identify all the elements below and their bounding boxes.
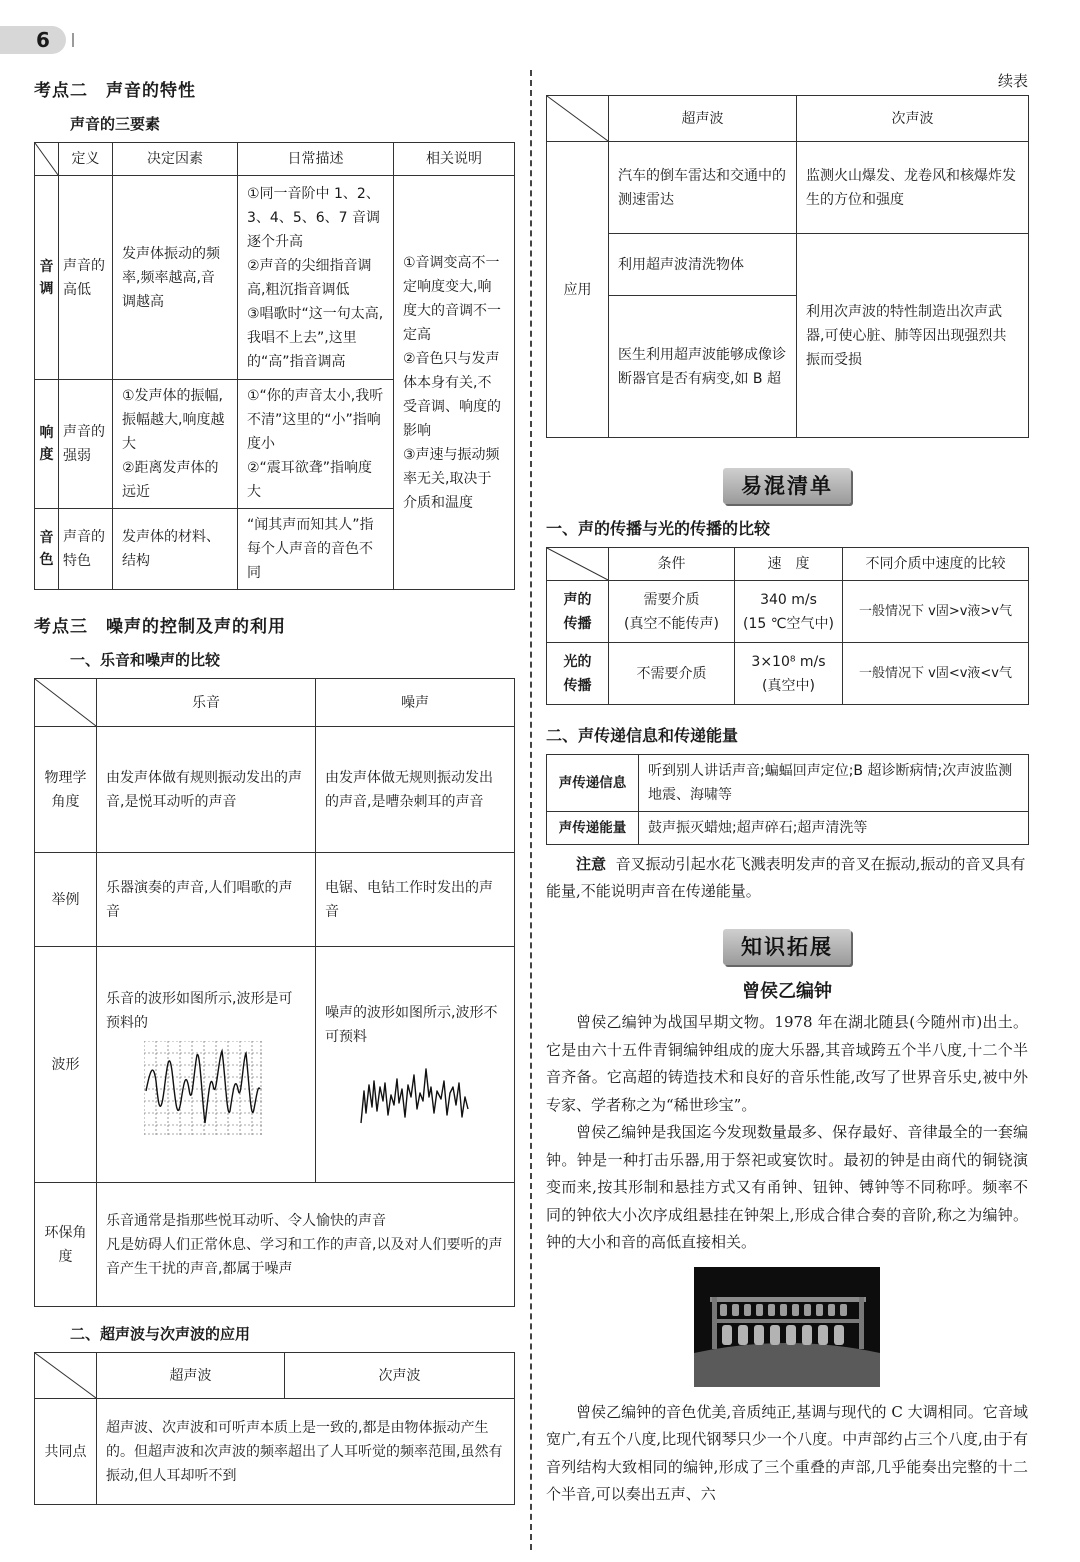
col-header-definition: 定义 <box>59 143 113 176</box>
cell-sound-compare: 一般情况下 v固>v液>v气 <box>843 581 1029 643</box>
article-paragraph-1: 曾侯乙编钟为战国早期文物。1978 年在湖北随县(今随州市)出土。它是由六十五件青铜编钟组成的庞大乐器,其音域跨五个半八度,十二个半音齐备。它高超的铸造技术和良好的音乐性能,改写了世界音乐史,被中外专家、学者称之为“稀世珍宝”。 <box>546 1013 1028 1114</box>
cell-timbre-factor: 发声体的材料、结构 <box>113 509 238 590</box>
col-header-infrasound: 次声波 <box>285 1353 515 1399</box>
topic2-subtitle: 声音的三要素 <box>70 115 161 133</box>
cell-notes: ①音调变高不一定响度变大,响度大的音调不一定高 ②音色只与发声体本身有关,不受音调、响度的影响 ③声速与振动频率无关,取决于介质和温度 <box>394 176 515 590</box>
article-paragraph-3: 曾侯乙编钟的音色优美,音质纯正,基调与现代的 C 大调相同。它音域宽广,有五个八度,比现代钢琴只少一个八度。中声部约占三个八度,由于有音列结构大致相同的编钟,形成了三个重叠的声部,几乎能奏出完整的十二个半音,可以奏出五声、六 <box>546 1402 1028 1503</box>
page-number: 6 <box>0 26 66 54</box>
row-head-transfer-energy: 声传递能量 <box>547 812 639 845</box>
cell-ultra-app-1: 汽车的倒车雷达和交通中的测速雷达 <box>609 142 797 234</box>
cell-transfer-info: 听到别人讲话声音;蝙蝠回声定位;B 超诊断病情;次声波监测地震、海啸等 <box>639 755 1029 812</box>
sound-light-comparison-table <box>546 547 1029 705</box>
row-head-example: 举例 <box>35 853 97 947</box>
col-header-factor: 决定因素 <box>113 143 238 176</box>
topic3-sub1: 一、乐音和噪声的比较 <box>70 651 221 669</box>
bianzhong-photo <box>694 1267 880 1387</box>
row-head-timbre: 音色 <box>35 509 59 590</box>
topic3-sub2: 二、超声波与次声波的应用 <box>70 1325 251 1343</box>
col-header-medium-compare: 不同介质中速度的比较 <box>843 548 1029 581</box>
cell-environment: 乐音通常是指那些悦耳动听、令人愉快的声音 凡是妨碍人们正常休息、学习和工作的声音,以及对人们要听的声音产生干扰的声音,都属于噪声 <box>97 1183 515 1307</box>
row-head-sound-propagation: 声的 传播 <box>547 581 609 643</box>
cell-transfer-energy: 鼓声振灭蜡烛;超声碎石;超声清洗等 <box>639 812 1029 845</box>
row-head-transfer-info: 声传递信息 <box>547 755 639 812</box>
cell-light-speed: 3×10⁸ m/s (真空中) <box>735 643 843 705</box>
cell-waveform-music <box>97 947 316 1183</box>
table-corner <box>35 143 59 176</box>
cell-pitch-daily: ①同一音阶中 1、2、3、4、5、6、7 音调逐个升高 ②声音的尖细指音调高,粗沉指音调低 ③唱歌时“这一句太高,我唱不上去”,这里的“高”指音调高 <box>238 176 394 380</box>
col-header-noise: 噪声 <box>316 679 515 727</box>
cell-example-noise: 电锯、电钻工作时发出的声音 <box>316 853 515 947</box>
cell-common: 超声波、次声波和可听声本质上是一致的,都是由物体振动产生的。但超声波和次声波的频率超出了人耳听觉的频率范围,虽然有振动,但人耳却听不到 <box>97 1399 515 1505</box>
row-head-waveform: 波形 <box>35 947 97 1183</box>
continued-label: 续表 <box>997 72 1028 90</box>
col-header-ultrasound: 超声波 <box>609 96 797 142</box>
article-paragraph-2: 曾侯乙编钟是我国迄今发现数量最多、保存最好、音律最全的一套编钟。钟是一种打击乐器,用于祭祀或宴饮时。最初的钟是由商代的铜铙演变而来,按其形制和悬挂方式又有甬钟、钮钟、镈钟等不同称呼。频率不同的钟依大小次序成组悬挂在钟架上,形成合律合奏的音阶,称之为编钟。钟的大小和音的高低直接相关。 <box>546 1123 1028 1251</box>
noise-waveform-graphic <box>357 1057 473 1137</box>
attention-label: 注意 <box>576 855 607 873</box>
comparison-title: 一、声的传播与光的传播的比较 <box>546 519 771 538</box>
attention-note <box>546 851 1028 905</box>
table-corner <box>35 679 97 727</box>
cell-waveform-noise <box>316 947 515 1183</box>
waveform-noise-caption: 噪声的波形如图所示,波形不可预料 <box>325 1005 498 1045</box>
waveform-music-caption: 乐音的波形如图所示,波形是可预料的 <box>106 991 293 1031</box>
cell-ultra-app-2: 利用超声波清洗物体 <box>609 234 797 296</box>
article-title: 曾侯乙编钟 <box>742 981 832 1002</box>
row-head-pitch: 音调 <box>35 176 59 380</box>
cell-pitch-definition: 声音的高低 <box>59 176 113 380</box>
bells-illustration <box>694 1267 880 1387</box>
cell-sound-condition: 需要介质 (真空不能传声) <box>609 581 735 643</box>
music-noise-table <box>34 678 515 1307</box>
topic2-title: 考点二 声音的特性 <box>34 81 196 101</box>
row-head-loudness: 响度 <box>35 380 59 509</box>
cell-infra-app-2: 利用次声波的特性制造出次声武器,可使心脏、肺等因出现强烈共振而受损 <box>797 234 1029 438</box>
table-corner <box>35 1353 97 1399</box>
cell-physics-noise: 由发声体做无规则振动发出的声音,是嘈杂刺耳的声音 <box>316 727 515 853</box>
cell-timbre-definition: 声音的特色 <box>59 509 113 590</box>
banner-confusion-list: 易混清单 <box>723 468 851 504</box>
cell-infra-app-1: 监测火山爆发、龙卷风和核爆炸发生的方位和强度 <box>797 142 1029 234</box>
column-divider <box>530 70 532 1550</box>
row-head-environment: 环保角度 <box>35 1183 97 1307</box>
row-head-common: 共同点 <box>35 1399 97 1505</box>
col-header-ultrasound: 超声波 <box>97 1353 285 1399</box>
ultra-infra-common-table <box>34 1352 515 1505</box>
cell-light-compare: 一般情况下 v固<v液<v气 <box>843 643 1029 705</box>
col-header-infrasound: 次声波 <box>797 96 1029 142</box>
row-head-application: 应用 <box>547 142 609 438</box>
cell-loudness-factor: ①发声体的振幅,振幅越大,响度越大 ②距离发声体的远近 <box>113 380 238 509</box>
right-column <box>546 70 1028 1509</box>
banner-knowledge-extension: 知识拓展 <box>723 929 851 965</box>
left-column <box>34 70 514 1505</box>
cell-loudness-definition: 声音的强弱 <box>59 380 113 509</box>
page-number-separator <box>72 33 74 47</box>
attention-text: 音叉振动引起水花飞溅表明发声的音叉在振动,振动的音叉具有能量,不能说明声音在传递能量。 <box>546 855 1026 900</box>
cell-sound-speed: 340 m/s (15 ℃空气中) <box>735 581 843 643</box>
cell-light-condition: 不需要介质 <box>609 643 735 705</box>
cell-loudness-daily: ①“你的声音太小,我听不清”这里的“小”指响度小 ②“震耳欲聋”指响度大 <box>238 380 394 509</box>
row-head-light-propagation: 光的 传播 <box>547 643 609 705</box>
info-energy-table <box>546 754 1029 845</box>
cell-pitch-factor: 发声体振动的频率,频率越高,音调越高 <box>113 176 238 380</box>
music-waveform-graphic <box>144 1041 262 1135</box>
info-energy-title: 二、声传递信息和传递能量 <box>546 726 739 745</box>
col-header-condition: 条件 <box>609 548 735 581</box>
cell-physics-music: 由发声体做有规则振动发出的声音,是悦耳动听的声音 <box>97 727 316 853</box>
ultra-infra-application-table <box>546 95 1029 438</box>
table-corner <box>547 96 609 142</box>
col-header-music: 乐音 <box>97 679 316 727</box>
col-header-speed: 速 度 <box>735 548 843 581</box>
cell-timbre-daily: “闻其声而知其人”指每个人声音的音色不同 <box>238 509 394 590</box>
row-head-physics: 物理学角度 <box>35 727 97 853</box>
topic3-title: 考点三 噪声的控制及声的利用 <box>34 617 286 637</box>
col-header-notes: 相关说明 <box>394 143 515 176</box>
three-elements-table <box>34 142 515 590</box>
cell-example-music: 乐器演奏的声音,人们唱歌的声音 <box>97 853 316 947</box>
cell-ultra-app-3: 医生利用超声波能够成像诊断器官是否有病变,如 B 超 <box>609 296 797 438</box>
col-header-daily: 日常描述 <box>238 143 394 176</box>
table-corner <box>547 548 609 581</box>
